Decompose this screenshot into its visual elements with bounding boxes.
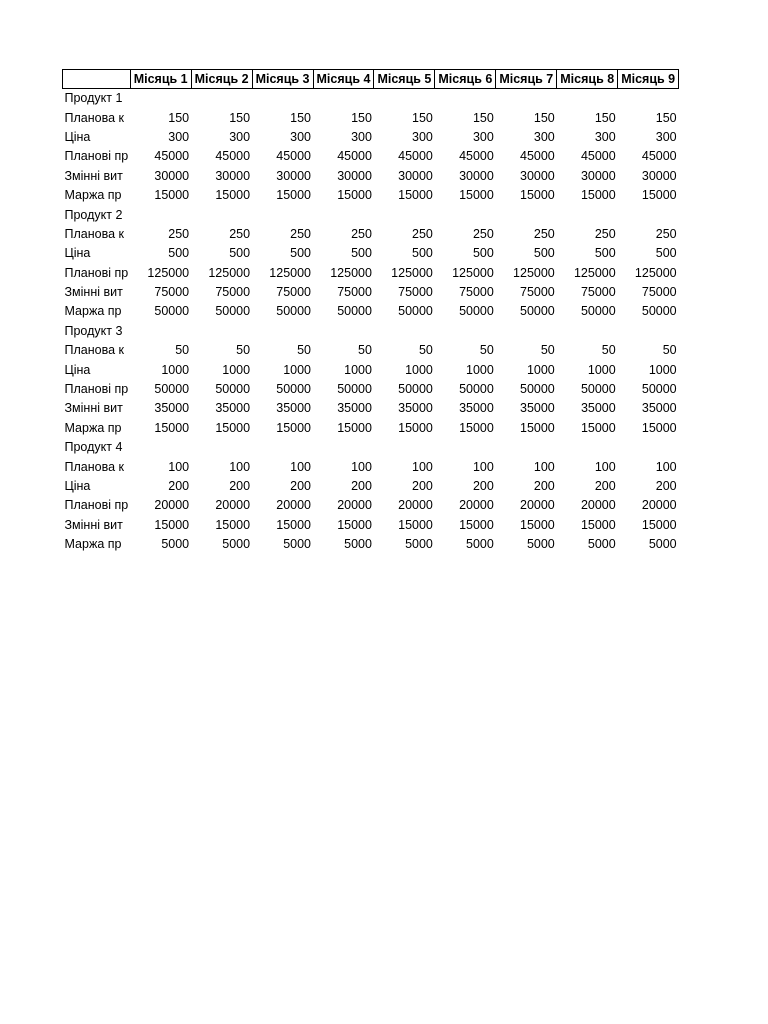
table-row: [63, 302, 679, 321]
row-label-cell: Планова к: [64, 459, 124, 474]
value-cell: 50: [479, 343, 494, 358]
value-cell: 50000: [154, 304, 190, 319]
row-label-cell: Маржа пр: [64, 304, 122, 319]
product-name-cell: Продукт 3: [64, 323, 123, 338]
value-cell: 200: [351, 479, 372, 493]
value-cell: 30000: [215, 168, 251, 183]
value-cell: 50: [175, 343, 190, 358]
value-cell: 200: [533, 479, 555, 493]
value-cell: 500: [472, 246, 494, 261]
value-cell: 35000: [520, 401, 555, 416]
value-cell: 200: [594, 479, 616, 493]
table-row: [63, 244, 679, 263]
month-header: Місяць 9: [618, 70, 679, 89]
product-group-row: [63, 205, 679, 224]
table-body: [63, 89, 679, 555]
value-cell: 45000: [398, 149, 433, 164]
value-cell: 100: [351, 459, 372, 474]
product-group-row: [63, 438, 679, 457]
value-cell: 20000: [580, 498, 616, 513]
row-label-cell: Змінні вит: [64, 401, 123, 416]
table-row: [63, 264, 679, 283]
value-cell: 125000: [208, 265, 251, 280]
month-header: Місяць 5: [374, 70, 435, 89]
value-cell: 30000: [520, 168, 555, 183]
value-cell: 200: [655, 479, 677, 493]
table-row: [63, 128, 679, 147]
value-cell: 300: [655, 129, 677, 144]
value-cell: 20000: [641, 498, 677, 513]
empty-cell: [435, 89, 496, 109]
value-cell: 5000: [161, 537, 190, 552]
value-cell: 30000: [154, 168, 190, 183]
value-cell: 500: [351, 246, 372, 261]
value-cell: 50: [236, 343, 251, 358]
value-cell: 300: [533, 129, 555, 144]
value-cell: 125000: [391, 265, 433, 280]
value-cell: 15000: [154, 517, 190, 532]
row-label-cell: Планова к: [64, 226, 124, 241]
empty-cell: [618, 205, 679, 224]
value-cell: 200: [472, 479, 494, 493]
table-row: [63, 516, 679, 535]
value-cell: 250: [229, 226, 251, 241]
value-cell: 50000: [580, 304, 616, 319]
value-cell: 250: [533, 226, 555, 241]
row-label-cell: Змінні вит: [64, 517, 123, 532]
value-cell: 1000: [161, 362, 190, 377]
empty-cell: [557, 322, 618, 341]
empty-cell: [618, 322, 679, 341]
empty-cell: [313, 438, 374, 457]
empty-cell: [374, 89, 435, 109]
value-cell: 125000: [634, 265, 677, 280]
value-cell: 200: [290, 479, 312, 493]
product-name-cell: Продукт 1: [64, 91, 123, 106]
value-cell: 50000: [215, 382, 251, 397]
value-cell: 50000: [337, 382, 372, 397]
value-cell: 150: [594, 110, 616, 125]
table-row: [63, 147, 679, 166]
value-cell: 50000: [398, 304, 433, 319]
value-cell: 35000: [337, 401, 372, 416]
value-cell: 15000: [520, 420, 555, 435]
value-cell: 20000: [459, 498, 494, 513]
value-cell: 500: [412, 246, 433, 261]
value-cell: 5000: [344, 537, 372, 552]
table-row: [63, 360, 679, 379]
value-cell: 500: [290, 246, 312, 261]
value-cell: 300: [168, 129, 190, 144]
value-cell: 300: [229, 129, 251, 144]
value-cell: 50: [540, 343, 555, 358]
empty-cell: [374, 205, 435, 224]
value-cell: 15000: [398, 517, 433, 532]
value-cell: 45000: [215, 149, 251, 164]
value-cell: 20000: [276, 498, 312, 513]
value-cell: 35000: [215, 401, 251, 416]
value-cell: 100: [655, 459, 677, 474]
value-cell: 1000: [648, 362, 677, 377]
table-row: [63, 457, 679, 476]
value-cell: 5000: [405, 537, 433, 552]
month-header: Місяць 7: [496, 70, 557, 89]
table-row: [63, 283, 679, 302]
value-cell: 50000: [398, 382, 433, 397]
value-cell: 150: [290, 110, 312, 125]
value-cell: 15000: [337, 188, 372, 203]
empty-cell: [496, 89, 557, 109]
table-row: [63, 477, 679, 496]
product-name-cell: Продукт 2: [64, 207, 123, 222]
row-label-cell: Планові пр: [64, 265, 129, 280]
value-cell: 125000: [330, 265, 372, 280]
value-cell: 250: [655, 226, 677, 241]
value-cell: 50000: [459, 382, 494, 397]
table-row: [63, 399, 679, 418]
table-row: [63, 419, 679, 438]
value-cell: 5000: [222, 537, 251, 552]
value-cell: 35000: [276, 401, 312, 416]
value-cell: 100: [412, 459, 433, 474]
table-row: [63, 225, 679, 244]
value-cell: 250: [472, 226, 494, 241]
value-cell: 75000: [580, 285, 616, 300]
month-header: Місяць 4: [313, 70, 374, 89]
row-label-cell: Змінні вит: [64, 285, 123, 300]
value-cell: 150: [655, 110, 677, 125]
value-cell: 15000: [398, 420, 433, 435]
value-cell: 45000: [580, 149, 616, 164]
row-label-cell: Ціна: [64, 362, 91, 377]
value-cell: 5000: [466, 537, 494, 552]
empty-cell: [191, 438, 252, 457]
value-cell: 15000: [398, 188, 433, 203]
value-cell: 1000: [405, 362, 433, 377]
empty-cell: [557, 438, 618, 457]
value-cell: 15000: [459, 420, 494, 435]
empty-cell: [313, 205, 374, 224]
value-cell: 125000: [147, 265, 190, 280]
value-cell: 1000: [344, 362, 372, 377]
empty-cell: [191, 205, 252, 224]
value-cell: 15000: [154, 420, 190, 435]
empty-cell: [252, 438, 313, 457]
empty-cell: [252, 322, 313, 341]
value-cell: 15000: [215, 188, 251, 203]
value-cell: 50000: [459, 304, 494, 319]
value-cell: 35000: [580, 401, 616, 416]
row-label-cell: Ціна: [64, 479, 91, 493]
empty-cell: [313, 89, 374, 109]
row-label-cell: Змінні вит: [64, 168, 123, 183]
value-cell: 45000: [459, 149, 494, 164]
value-cell: 150: [533, 110, 555, 125]
table-row: [63, 535, 679, 554]
row-label-cell: Маржа пр: [64, 420, 122, 435]
month-header: Місяць 8: [557, 70, 618, 89]
table-row: [63, 108, 679, 127]
value-cell: 15000: [276, 188, 312, 203]
row-label-cell: Ціна: [64, 246, 91, 261]
value-cell: 150: [472, 110, 494, 125]
value-cell: 30000: [276, 168, 312, 183]
value-cell: 15000: [580, 517, 616, 532]
value-cell: 250: [290, 226, 312, 241]
value-cell: 50: [662, 343, 677, 358]
empty-cell: [435, 205, 496, 224]
value-cell: 300: [351, 129, 372, 144]
value-cell: 35000: [398, 401, 433, 416]
empty-cell: [618, 438, 679, 457]
value-cell: 15000: [337, 420, 372, 435]
table-row: [63, 341, 679, 360]
product-group-row: [63, 89, 679, 109]
value-cell: 75000: [215, 285, 251, 300]
value-cell: 15000: [215, 420, 251, 435]
value-cell: 200: [229, 479, 251, 493]
empty-cell: [130, 322, 191, 341]
value-cell: 300: [290, 129, 312, 144]
header-row: [63, 70, 679, 89]
value-cell: 150: [351, 110, 372, 125]
month-header: Місяць 2: [191, 70, 252, 89]
row-label-cell: Планова к: [64, 110, 124, 125]
value-cell: 1000: [526, 362, 555, 377]
value-cell: 20000: [398, 498, 433, 513]
empty-cell: [557, 89, 618, 109]
value-cell: 250: [412, 226, 433, 241]
empty-cell: [435, 322, 496, 341]
empty-cell: [252, 205, 313, 224]
empty-cell: [130, 205, 191, 224]
value-cell: 5000: [526, 537, 555, 552]
row-label-cell: Планові пр: [64, 382, 129, 397]
value-cell: 1000: [283, 362, 312, 377]
empty-cell: [374, 322, 435, 341]
empty-cell: [618, 89, 679, 109]
value-cell: 20000: [520, 498, 555, 513]
value-cell: 5000: [587, 537, 616, 552]
value-cell: 5000: [648, 537, 677, 552]
value-cell: 50: [418, 343, 433, 358]
empty-cell: [191, 322, 252, 341]
value-cell: 50: [297, 343, 312, 358]
value-cell: 125000: [573, 265, 616, 280]
value-cell: 35000: [459, 401, 494, 416]
value-cell: 15000: [276, 420, 312, 435]
value-cell: 75000: [641, 285, 677, 300]
value-cell: 15000: [337, 517, 372, 532]
value-cell: 75000: [459, 285, 494, 300]
value-cell: 75000: [337, 285, 372, 300]
value-cell: 50000: [641, 382, 677, 397]
value-cell: 200: [412, 479, 433, 493]
value-cell: 1000: [466, 362, 494, 377]
value-cell: 50: [601, 343, 616, 358]
empty-cell: [191, 89, 252, 109]
empty-cell: [496, 438, 557, 457]
value-cell: 50000: [520, 382, 555, 397]
value-cell: 45000: [641, 149, 677, 164]
value-cell: 50000: [641, 304, 677, 319]
value-cell: 30000: [337, 168, 372, 183]
empty-cell: [130, 438, 191, 457]
value-cell: 50000: [580, 382, 616, 397]
row-label-cell: Маржа пр: [64, 188, 122, 203]
value-cell: 500: [594, 246, 616, 261]
value-cell: 20000: [215, 498, 251, 513]
value-cell: 50000: [276, 382, 312, 397]
value-cell: 300: [594, 129, 616, 144]
empty-cell: [374, 438, 435, 457]
row-label-cell: Планова к: [64, 343, 124, 358]
row-label-cell: Планові пр: [64, 498, 129, 513]
month-header: Місяць 6: [435, 70, 496, 89]
value-cell: 50000: [520, 304, 555, 319]
empty-cell: [557, 205, 618, 224]
value-cell: 15000: [580, 420, 616, 435]
empty-cell: [313, 322, 374, 341]
value-cell: 300: [472, 129, 494, 144]
value-cell: 500: [655, 246, 677, 261]
product-group-row: [63, 322, 679, 341]
empty-cell: [496, 322, 557, 341]
value-cell: 50000: [276, 304, 312, 319]
value-cell: 250: [594, 226, 616, 241]
value-cell: 100: [472, 459, 494, 474]
value-cell: 15000: [641, 420, 677, 435]
value-cell: 100: [229, 459, 251, 474]
value-cell: 1000: [222, 362, 251, 377]
value-cell: 100: [594, 459, 616, 474]
value-cell: 20000: [337, 498, 372, 513]
value-cell: 100: [168, 459, 190, 474]
value-cell: 50000: [337, 304, 372, 319]
month-header: Місяць 1: [130, 70, 191, 89]
value-cell: 200: [168, 479, 190, 493]
value-cell: 50: [358, 343, 372, 358]
value-cell: 15000: [459, 517, 494, 532]
value-cell: 100: [533, 459, 555, 474]
value-cell: 35000: [154, 401, 190, 416]
value-cell: 15000: [580, 188, 616, 203]
value-cell: 75000: [276, 285, 312, 300]
empty-cell: [252, 89, 313, 109]
value-cell: 125000: [452, 265, 494, 280]
empty-cell: [496, 205, 557, 224]
table-row: [63, 167, 679, 186]
row-label-cell: Планові пр: [64, 149, 129, 164]
month-header: Місяць 3: [252, 70, 313, 89]
value-cell: 1000: [587, 362, 616, 377]
value-cell: 45000: [276, 149, 312, 164]
value-cell: 125000: [269, 265, 312, 280]
value-cell: 500: [229, 246, 251, 261]
empty-cell: [435, 438, 496, 457]
value-cell: 150: [168, 110, 190, 125]
spreadsheet-page: [62, 69, 679, 554]
value-cell: 75000: [154, 285, 190, 300]
value-cell: 150: [412, 110, 433, 125]
value-cell: 300: [412, 129, 433, 144]
value-cell: 15000: [276, 517, 312, 532]
value-cell: 150: [229, 110, 251, 125]
value-cell: 30000: [398, 168, 433, 183]
value-cell: 50000: [154, 382, 190, 397]
value-cell: 75000: [398, 285, 433, 300]
value-cell: 30000: [459, 168, 494, 183]
value-cell: 15000: [641, 517, 677, 532]
row-label-cell: Ціна: [64, 129, 91, 144]
table-row: [63, 186, 679, 205]
value-cell: 45000: [337, 149, 372, 164]
value-cell: 20000: [154, 498, 190, 513]
value-cell: 250: [351, 226, 372, 241]
value-cell: 45000: [520, 149, 555, 164]
value-cell: 15000: [215, 517, 251, 532]
value-cell: 15000: [641, 188, 677, 203]
empty-cell: [130, 89, 191, 109]
value-cell: 35000: [641, 401, 677, 416]
product-plan-table: [62, 69, 679, 554]
value-cell: 30000: [580, 168, 616, 183]
value-cell: 250: [168, 226, 190, 241]
value-cell: 500: [168, 246, 190, 261]
value-cell: 50000: [215, 304, 251, 319]
header-corner-cell: [63, 70, 131, 89]
value-cell: 15000: [154, 188, 190, 203]
value-cell: 75000: [520, 285, 555, 300]
row-label-cell: Маржа пр: [64, 537, 122, 552]
product-name-cell: Продукт 4: [64, 440, 123, 455]
value-cell: 30000: [641, 168, 677, 183]
value-cell: 15000: [459, 188, 494, 203]
value-cell: 100: [290, 459, 312, 474]
value-cell: 500: [533, 246, 555, 261]
value-cell: 45000: [154, 149, 190, 164]
table-row: [63, 380, 679, 399]
value-cell: 125000: [513, 265, 555, 280]
value-cell: 15000: [520, 188, 555, 203]
value-cell: 5000: [283, 537, 312, 552]
table-row: [63, 496, 679, 515]
value-cell: 15000: [520, 517, 555, 532]
